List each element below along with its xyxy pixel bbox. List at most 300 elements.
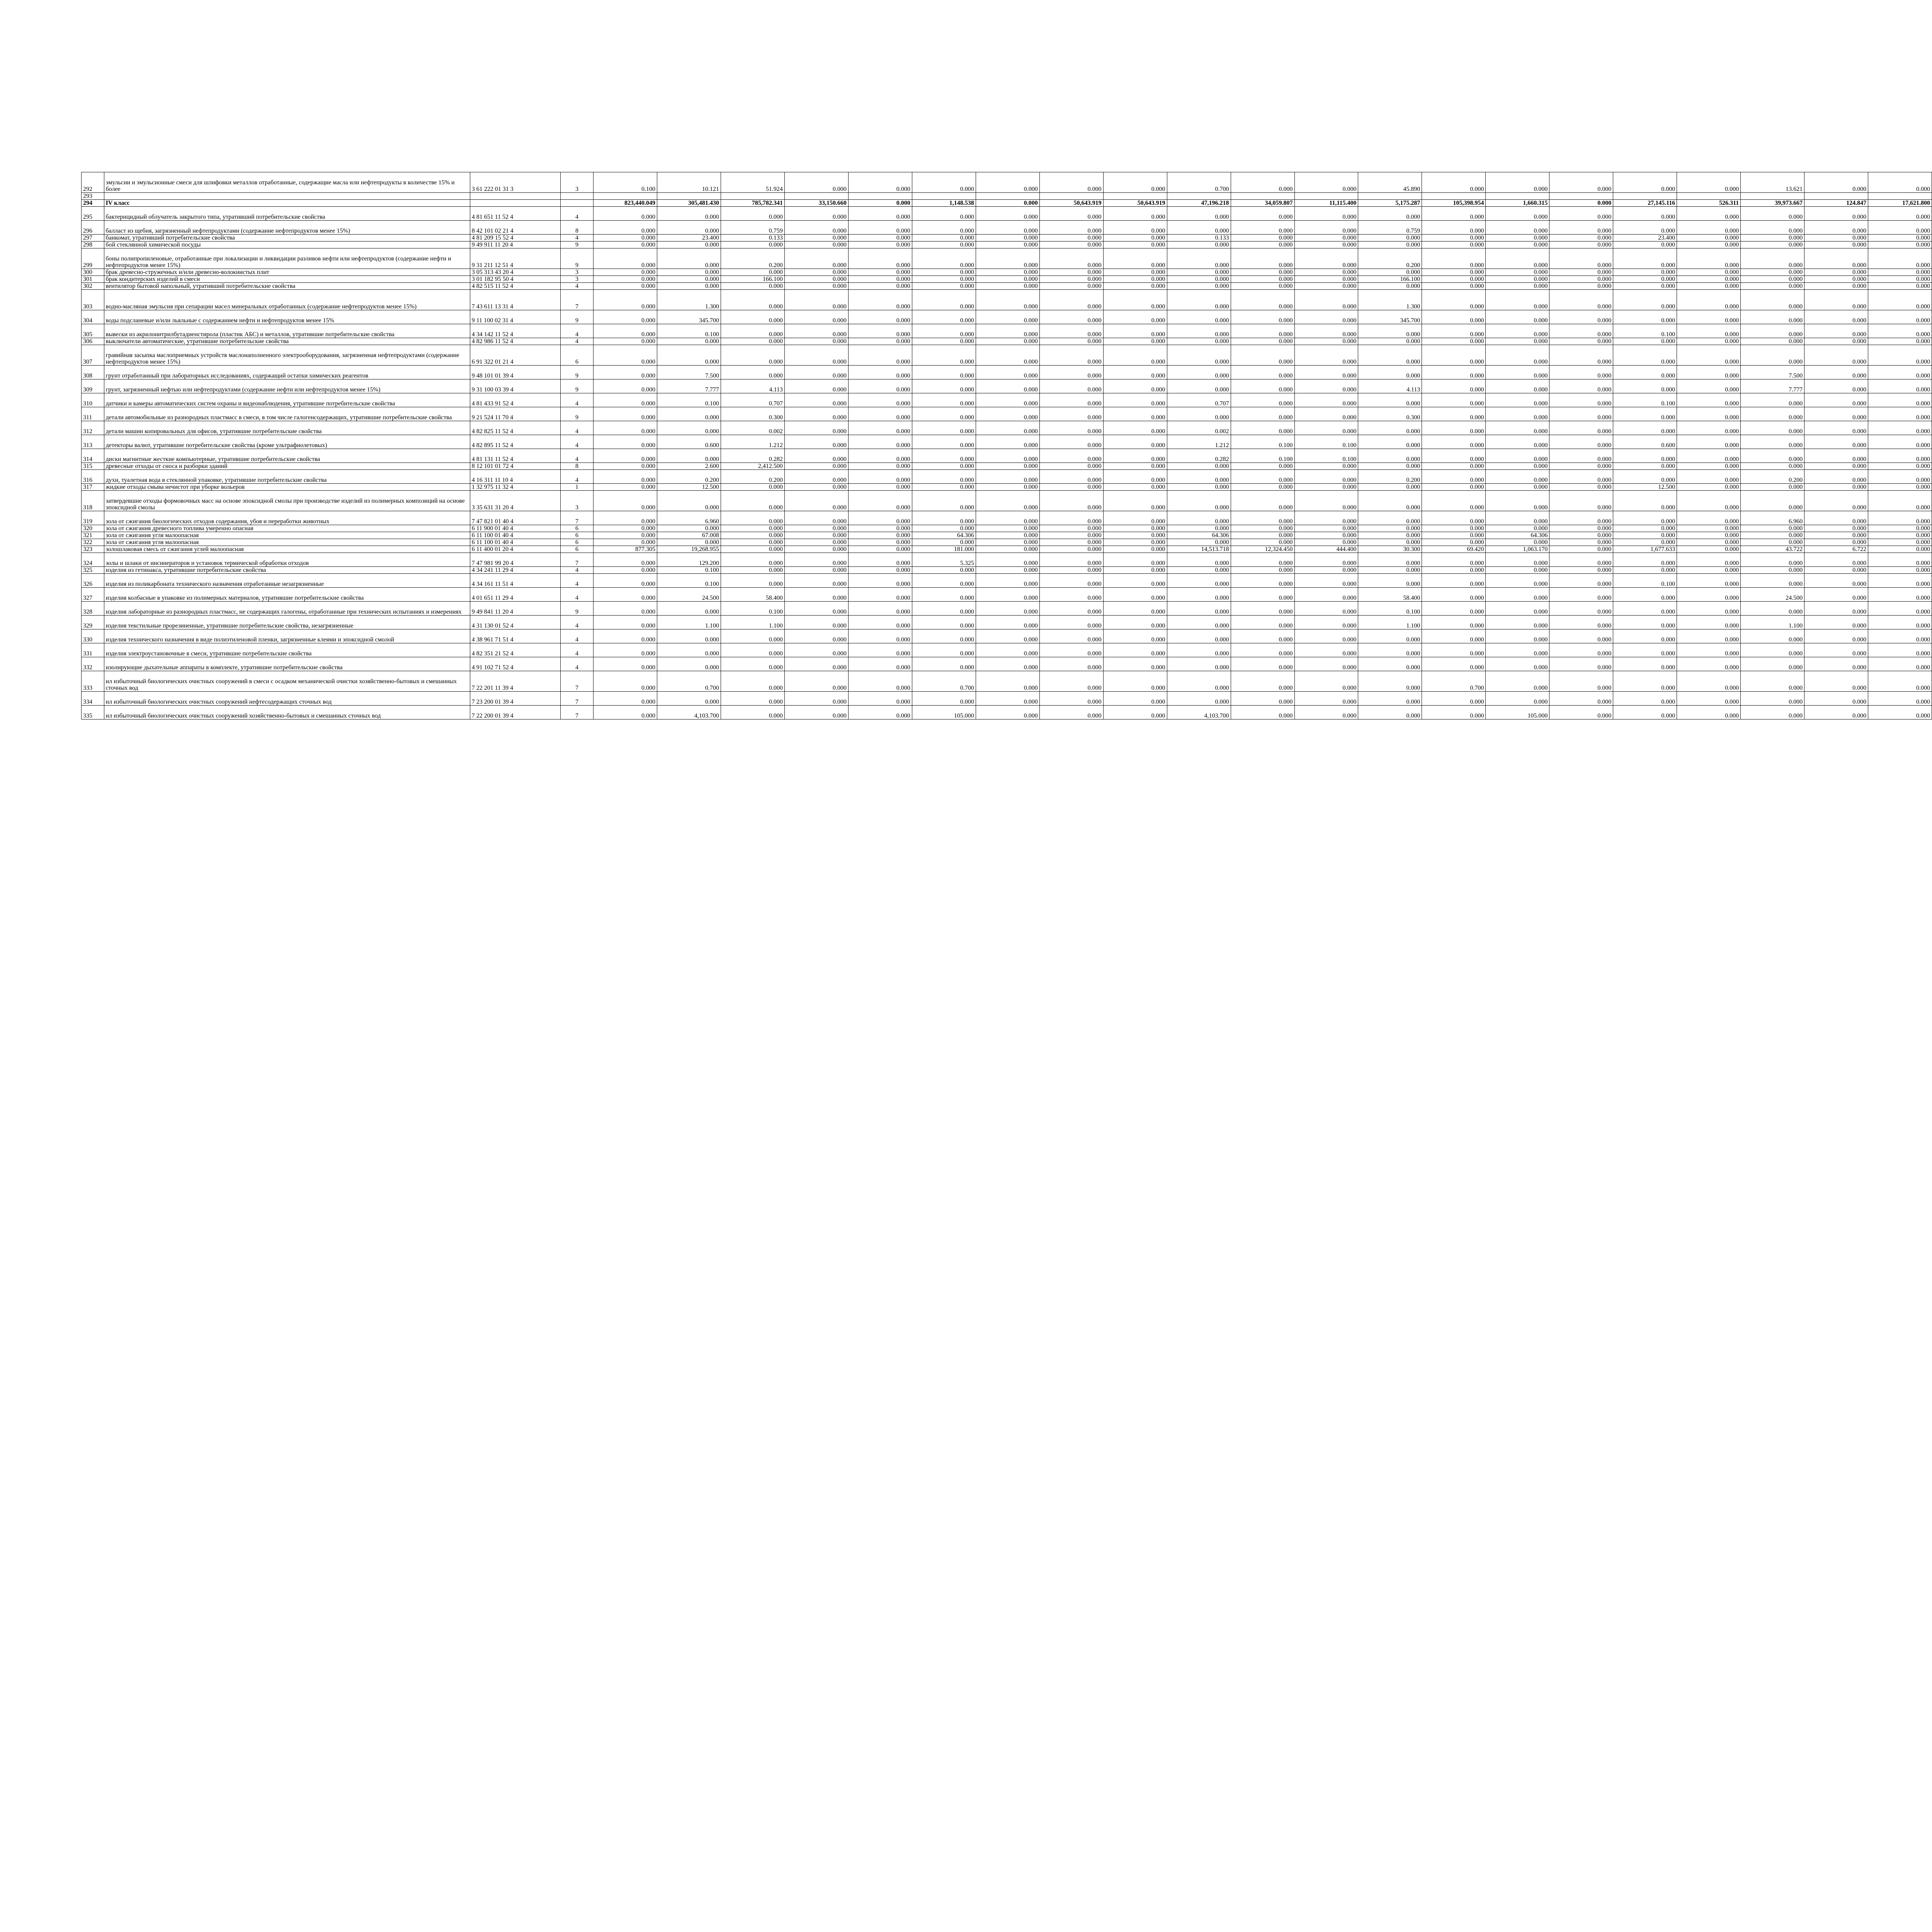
amount-cell: 0.000 [1741, 310, 1804, 324]
row-number-cell: 321 [82, 532, 104, 539]
amount-cell: 0.000 [1868, 588, 1932, 602]
amount-cell: 6.960 [657, 511, 721, 525]
amount-cell: 0.000 [848, 692, 912, 706]
table-row [82, 671, 1932, 692]
amount-cell: 0.000 [1358, 435, 1422, 449]
amount-cell: 0.000 [1167, 276, 1231, 283]
fkko-code-cell: 4 91 102 71 52 4 [470, 657, 560, 671]
amount-cell: 0.000 [594, 553, 657, 567]
amount-cell: 0.000 [1294, 643, 1358, 657]
amount-cell: 0.000 [784, 207, 848, 221]
amount-cell: 0.000 [784, 574, 848, 588]
amount-cell: 0.000 [1804, 290, 1868, 310]
amount-cell: 0.000 [1804, 248, 1868, 269]
amount-cell: 0.100 [1294, 435, 1358, 449]
amount-cell: 0.000 [1741, 463, 1804, 470]
amount-cell: 0.000 [1613, 421, 1677, 435]
amount-cell: 0.000 [1103, 525, 1167, 532]
row-number-cell: 296 [82, 221, 104, 235]
amount-cell [1741, 193, 1804, 200]
amount-cell: 0.000 [721, 338, 784, 345]
amount-cell: 1.300 [1358, 290, 1422, 310]
hazard-class-cell: 6 [560, 345, 593, 366]
amount-cell: 0.000 [1422, 574, 1486, 588]
fkko-code-cell: 3 05 313 43 20 4 [470, 269, 560, 276]
amount-cell: 50,643.919 [1039, 200, 1103, 207]
amount-cell: 823,440.049 [594, 200, 657, 207]
amount-cell: 0.000 [912, 511, 976, 525]
amount-cell: 0.000 [1358, 706, 1422, 719]
amount-cell: 0.000 [1868, 463, 1932, 470]
amount-cell: 0.000 [1358, 692, 1422, 706]
amount-cell: 0.000 [976, 338, 1039, 345]
amount-cell: 0.200 [1358, 248, 1422, 269]
amount-cell: 0.000 [1677, 706, 1741, 719]
amount-cell: 0.000 [912, 602, 976, 616]
amount-cell: 105.000 [912, 706, 976, 719]
amount-cell: 0.000 [1677, 310, 1741, 324]
row-number-cell: 304 [82, 310, 104, 324]
amount-cell [1613, 193, 1677, 200]
amount-cell: 0.000 [1358, 338, 1422, 345]
amount-cell: 0.000 [657, 221, 721, 235]
amount-cell: 0.000 [1868, 692, 1932, 706]
amount-cell: 0.000 [1039, 616, 1103, 629]
amount-cell: 0.000 [784, 692, 848, 706]
row-number-cell: 294 [82, 200, 104, 207]
amount-cell: 0.300 [1358, 407, 1422, 421]
amount-cell: 0.000 [912, 449, 976, 463]
amount-cell: 0.000 [1549, 491, 1613, 511]
waste-name-cell: гравийная засыпка маслоприемных устройств маслонаполненного электрооборудования, загрязненная нефтепродуктами (содержание нефтепродуктов менее 15%) [104, 345, 470, 366]
amount-cell: 0.700 [657, 671, 721, 692]
amount-cell: 0.000 [1868, 379, 1932, 393]
amount-cell: 0.000 [657, 539, 721, 546]
amount-cell: 0.000 [657, 276, 721, 283]
amount-cell: 0.000 [1039, 484, 1103, 491]
hazard-class-cell: 4 [560, 470, 593, 484]
amount-cell: 0.000 [1677, 366, 1741, 379]
amount-cell: 1,063.170 [1486, 546, 1549, 553]
amount-cell: 0.000 [976, 172, 1039, 193]
amount-cell: 0.000 [1167, 602, 1231, 616]
amount-cell: 0.000 [1677, 221, 1741, 235]
amount-cell: 0.000 [721, 366, 784, 379]
amount-cell: 0.000 [1039, 338, 1103, 345]
amount-cell: 0.000 [1294, 629, 1358, 643]
amount-cell: 0.000 [1549, 463, 1613, 470]
amount-cell: 0.000 [1358, 235, 1422, 242]
amount-cell: 0.000 [657, 525, 721, 532]
waste-name-cell: бактерицидный облучатель закрытого типа, утративший потребительские свойства [104, 207, 470, 221]
table-row [82, 574, 1932, 588]
amount-cell: 0.000 [1039, 345, 1103, 366]
amount-cell: 0.000 [784, 242, 848, 248]
amount-cell: 0.000 [912, 276, 976, 283]
amount-cell: 0.000 [1677, 539, 1741, 546]
amount-cell: 0.000 [1294, 421, 1358, 435]
amount-cell: 0.000 [1358, 393, 1422, 407]
amount-cell: 0.000 [1039, 449, 1103, 463]
amount-cell: 0.000 [1358, 366, 1422, 379]
amount-cell: 0.000 [1167, 629, 1231, 643]
amount-cell: 0.000 [1294, 269, 1358, 276]
amount-cell: 0.000 [1741, 484, 1804, 491]
amount-cell: 0.000 [594, 491, 657, 511]
row-number-cell: 317 [82, 484, 104, 491]
amount-cell: 0.000 [1486, 449, 1549, 463]
amount-cell: 0.000 [1039, 310, 1103, 324]
amount-cell: 0.000 [1549, 276, 1613, 283]
amount-cell: 0.000 [721, 491, 784, 511]
amount-cell: 0.000 [1804, 671, 1868, 692]
amount-cell: 0.000 [976, 657, 1039, 671]
amount-cell: 0.000 [1103, 574, 1167, 588]
amount-cell: 0.000 [1039, 643, 1103, 657]
amount-cell: 0.000 [1741, 532, 1804, 539]
amount-cell: 0.000 [1868, 484, 1932, 491]
amount-cell: 0.000 [1804, 588, 1868, 602]
amount-cell: 0.000 [1167, 221, 1231, 235]
amount-cell [1804, 193, 1868, 200]
amount-cell: 0.000 [1804, 283, 1868, 290]
amount-cell: 0.000 [976, 324, 1039, 338]
waste-name-cell: выключатели автоматические, утратившие потребительские свойства [104, 338, 470, 345]
amount-cell: 0.000 [848, 463, 912, 470]
amount-cell: 0.000 [1677, 172, 1741, 193]
amount-cell: 0.000 [1167, 643, 1231, 657]
row-number-cell: 320 [82, 525, 104, 532]
amount-cell: 0.000 [1103, 172, 1167, 193]
amount-cell: 0.000 [1868, 602, 1932, 616]
amount-cell: 0.000 [657, 657, 721, 671]
amount-cell: 0.000 [1231, 283, 1294, 290]
amount-cell: 0.000 [1741, 269, 1804, 276]
amount-cell [912, 193, 976, 200]
amount-cell: 0.000 [1613, 532, 1677, 539]
amount-cell: 0.000 [1358, 345, 1422, 366]
table-row [82, 470, 1932, 484]
amount-cell: 0.000 [1613, 366, 1677, 379]
table-row [82, 706, 1932, 719]
hazard-class-cell: 9 [560, 242, 593, 248]
amount-cell: 0.000 [1613, 276, 1677, 283]
row-number-cell: 335 [82, 706, 104, 719]
amount-cell: 0.000 [1741, 657, 1804, 671]
fkko-code-cell: 6 11 100 01 40 4 [470, 539, 560, 546]
amount-cell: 23.400 [1613, 235, 1677, 242]
amount-cell: 0.000 [1804, 539, 1868, 546]
amount-cell: 0.000 [1103, 671, 1167, 692]
waste-name-cell: детали автомобильные из разнородных пластмасс в смеси, в том числе галогенсодержащих, утратившие потребительские свойства [104, 407, 470, 421]
amount-cell: 0.000 [1868, 671, 1932, 692]
row-number-cell: 301 [82, 276, 104, 283]
amount-cell: 0.000 [784, 235, 848, 242]
amount-cell: 0.000 [1549, 616, 1613, 629]
amount-cell: 0.000 [1868, 643, 1932, 657]
amount-cell: 0.000 [912, 567, 976, 574]
hazard-class-cell: 4 [560, 567, 593, 574]
amount-cell: 64.306 [1167, 532, 1231, 539]
amount-cell: 0.000 [1358, 643, 1422, 657]
amount-cell: 1,148.538 [912, 200, 976, 207]
amount-cell: 0.000 [1039, 567, 1103, 574]
amount-cell: 19,268.955 [657, 546, 721, 553]
amount-cell: 0.000 [594, 345, 657, 366]
amount-cell: 0.000 [1358, 525, 1422, 532]
amount-cell [848, 193, 912, 200]
amount-cell: 0.000 [784, 310, 848, 324]
amount-cell: 0.600 [1613, 435, 1677, 449]
amount-cell: 0.000 [976, 435, 1039, 449]
amount-cell: 0.000 [1486, 657, 1549, 671]
amount-cell: 0.000 [1422, 692, 1486, 706]
amount-cell: 0.000 [1868, 248, 1932, 269]
amount-cell: 0.000 [784, 393, 848, 407]
waste-name-cell: зола от сжигания древесного топлива умеренно опасная [104, 525, 470, 532]
amount-cell: 12.500 [657, 484, 721, 491]
amount-cell: 0.000 [1231, 532, 1294, 539]
amount-cell: 0.000 [1103, 616, 1167, 629]
amount-cell: 0.000 [1549, 269, 1613, 276]
amount-cell [1868, 193, 1932, 200]
amount-cell [1358, 193, 1422, 200]
amount-cell: 0.000 [1804, 525, 1868, 532]
fkko-code-cell: 4 34 241 11 29 4 [470, 567, 560, 574]
amount-cell: 12.500 [1613, 484, 1677, 491]
amount-cell: 0.000 [1294, 671, 1358, 692]
fkko-code-cell: 4 82 986 11 52 4 [470, 338, 560, 345]
amount-cell: 0.000 [1422, 221, 1486, 235]
amount-cell: 0.002 [721, 421, 784, 435]
amount-cell: 0.000 [721, 324, 784, 338]
amount-cell: 0.000 [1039, 491, 1103, 511]
table-row [82, 629, 1932, 643]
amount-cell: 0.000 [784, 248, 848, 269]
amount-cell: 0.000 [976, 283, 1039, 290]
fkko-code-cell: 3 01 182 95 50 4 [470, 276, 560, 283]
amount-cell: 0.100 [1613, 574, 1677, 588]
amount-cell: 0.000 [912, 491, 976, 511]
amount-cell: 0.000 [1294, 470, 1358, 484]
amount-cell: 0.000 [1868, 546, 1932, 553]
amount-cell: 0.000 [657, 692, 721, 706]
amount-cell: 0.000 [1741, 525, 1804, 532]
amount-cell: 43.722 [1741, 546, 1804, 553]
waste-name-cell: брак древесно-стружечных и/или древесно-волокнистых плит [104, 269, 470, 276]
amount-cell: 0.000 [657, 283, 721, 290]
amount-cell: 0.000 [912, 525, 976, 532]
amount-cell: 0.000 [1804, 616, 1868, 629]
amount-cell: 0.000 [721, 692, 784, 706]
amount-cell: 0.000 [976, 539, 1039, 546]
amount-cell: 0.000 [1868, 393, 1932, 407]
amount-cell: 0.000 [1422, 532, 1486, 539]
amount-cell: 0.000 [1804, 629, 1868, 643]
amount-cell: 47,196.218 [1167, 200, 1231, 207]
amount-cell: 0.000 [594, 463, 657, 470]
amount-cell: 0.000 [1167, 470, 1231, 484]
amount-cell: 0.000 [594, 692, 657, 706]
amount-cell: 0.000 [1103, 463, 1167, 470]
amount-cell: 0.000 [1741, 338, 1804, 345]
amount-cell: 0.000 [1103, 706, 1167, 719]
table-row [82, 539, 1932, 546]
amount-cell: 0.000 [594, 235, 657, 242]
amount-cell: 0.000 [976, 629, 1039, 643]
amount-cell: 0.000 [1039, 269, 1103, 276]
amount-cell: 0.000 [1167, 553, 1231, 567]
amount-cell: 0.000 [721, 511, 784, 525]
amount-cell: 0.000 [1167, 525, 1231, 532]
amount-cell: 0.000 [1549, 407, 1613, 421]
amount-cell: 0.000 [721, 539, 784, 546]
amount-cell: 0.000 [912, 435, 976, 449]
amount-cell: 0.000 [1039, 379, 1103, 393]
amount-cell: 0.000 [784, 629, 848, 643]
amount-cell: 0.000 [1294, 657, 1358, 671]
amount-cell: 0.000 [1549, 393, 1613, 407]
amount-cell: 0.000 [1231, 366, 1294, 379]
row-number-cell: 298 [82, 242, 104, 248]
amount-cell: 0.000 [1549, 470, 1613, 484]
amount-cell: 0.000 [1804, 532, 1868, 539]
row-number-cell: 327 [82, 588, 104, 602]
hazard-class-cell: 7 [560, 671, 593, 692]
amount-cell: 0.000 [1677, 290, 1741, 310]
amount-cell: 0.000 [976, 269, 1039, 276]
amount-cell [784, 193, 848, 200]
amount-cell: 0.000 [1103, 491, 1167, 511]
amount-cell: 0.000 [1804, 463, 1868, 470]
amount-cell: 0.000 [1422, 276, 1486, 283]
amount-cell: 0.000 [1167, 491, 1231, 511]
amount-cell: 0.000 [848, 235, 912, 242]
amount-cell: 0.700 [912, 671, 976, 692]
amount-cell: 0.000 [1422, 172, 1486, 193]
amount-cell: 12,324.450 [1231, 546, 1294, 553]
amount-cell: 0.000 [1741, 553, 1804, 567]
table-row [82, 421, 1932, 435]
amount-cell: 0.000 [1358, 324, 1422, 338]
fkko-code-cell: 8 42 101 02 21 4 [470, 221, 560, 235]
amount-cell: 0.000 [848, 435, 912, 449]
amount-cell: 0.000 [1167, 290, 1231, 310]
amount-cell: 0.000 [912, 616, 976, 629]
table-row [82, 532, 1932, 539]
amount-cell: 0.000 [848, 393, 912, 407]
hazard-class-cell: 4 [560, 616, 593, 629]
amount-cell: 0.000 [784, 345, 848, 366]
amount-cell: 129.200 [657, 553, 721, 567]
amount-cell: 0.000 [976, 671, 1039, 692]
amount-cell: 0.000 [594, 657, 657, 671]
amount-cell: 0.000 [1549, 553, 1613, 567]
amount-cell: 0.000 [1868, 532, 1932, 539]
amount-cell: 0.000 [1486, 407, 1549, 421]
amount-cell: 5,175.287 [1358, 200, 1422, 207]
amount-cell: 0.000 [1294, 616, 1358, 629]
row-number-cell: 333 [82, 671, 104, 692]
amount-cell: 0.100 [657, 567, 721, 574]
amount-cell: 0.000 [1039, 671, 1103, 692]
amount-cell: 0.000 [1486, 172, 1549, 193]
amount-cell: 0.000 [594, 643, 657, 657]
row-number-cell: 334 [82, 692, 104, 706]
amount-cell: 0.000 [1486, 269, 1549, 276]
hazard-class-cell: 7 [560, 511, 593, 525]
amount-cell: 0.000 [1103, 546, 1167, 553]
amount-cell: 1.212 [1167, 435, 1231, 449]
amount-cell: 0.000 [784, 484, 848, 491]
hazard-class-cell: 9 [560, 407, 593, 421]
amount-cell: 0.000 [1804, 324, 1868, 338]
amount-cell: 0.000 [1294, 525, 1358, 532]
amount-cell [1231, 193, 1294, 200]
amount-cell: 0.000 [594, 588, 657, 602]
amount-cell: 0.000 [1294, 692, 1358, 706]
amount-cell: 0.000 [1231, 463, 1294, 470]
amount-cell: 0.133 [721, 235, 784, 242]
amount-cell: 0.000 [912, 539, 976, 546]
amount-cell: 0.000 [1677, 324, 1741, 338]
amount-cell: 0.000 [848, 290, 912, 310]
amount-cell: 0.000 [1804, 567, 1868, 574]
fkko-code-cell: 4 01 651 11 29 4 [470, 588, 560, 602]
amount-cell: 0.000 [1804, 511, 1868, 525]
amount-cell [1167, 193, 1231, 200]
amount-cell: 0.000 [1358, 207, 1422, 221]
amount-cell: 0.000 [1167, 269, 1231, 276]
amount-cell: 0.100 [1231, 449, 1294, 463]
table-row [82, 553, 1932, 567]
amount-cell: 0.000 [848, 338, 912, 345]
amount-cell: 0.000 [1422, 463, 1486, 470]
amount-cell: 0.000 [976, 207, 1039, 221]
amount-cell: 0.000 [1613, 629, 1677, 643]
amount-cell: 0.000 [912, 629, 976, 643]
amount-cell: 0.000 [784, 221, 848, 235]
amount-cell: 0.000 [1486, 539, 1549, 546]
amount-cell: 0.000 [1422, 242, 1486, 248]
amount-cell: 0.000 [1039, 463, 1103, 470]
amount-cell: 0.000 [1549, 338, 1613, 345]
waste-name-cell: боны полипропиленовые, отработанные при локализации и ликвидации разливов нефти или нефтепродуктов (содержание нефти и нефтепродуктов менее 15%) [104, 248, 470, 269]
amount-cell: 0.000 [848, 588, 912, 602]
amount-cell: 0.000 [1677, 491, 1741, 511]
waste-name-cell: вывески из акрилонитрилбутадиенстирола (пластик АБС) и металлов, утратившие потребительские свойства [104, 324, 470, 338]
fkko-code-cell: 8 12 101 01 72 4 [470, 463, 560, 470]
table-row [82, 643, 1932, 657]
amount-cell: 4,103.700 [1167, 706, 1231, 719]
amount-cell: 0.000 [1422, 616, 1486, 629]
table-row [82, 484, 1932, 491]
amount-cell [1422, 193, 1486, 200]
table-row [82, 435, 1932, 449]
amount-cell: 0.000 [1804, 643, 1868, 657]
amount-cell: 0.000 [721, 629, 784, 643]
amount-cell: 0.000 [594, 379, 657, 393]
amount-cell: 0.100 [657, 324, 721, 338]
hazard-class-cell: 7 [560, 692, 593, 706]
amount-cell: 0.000 [1804, 657, 1868, 671]
fkko-code-cell: 4 81 209 15 52 4 [470, 235, 560, 242]
amount-cell: 0.000 [1039, 511, 1103, 525]
fkko-code-cell: 7 47 821 01 40 4 [470, 511, 560, 525]
row-number-cell: 319 [82, 511, 104, 525]
amount-cell: 0.000 [1294, 283, 1358, 290]
row-number-cell: 316 [82, 470, 104, 484]
